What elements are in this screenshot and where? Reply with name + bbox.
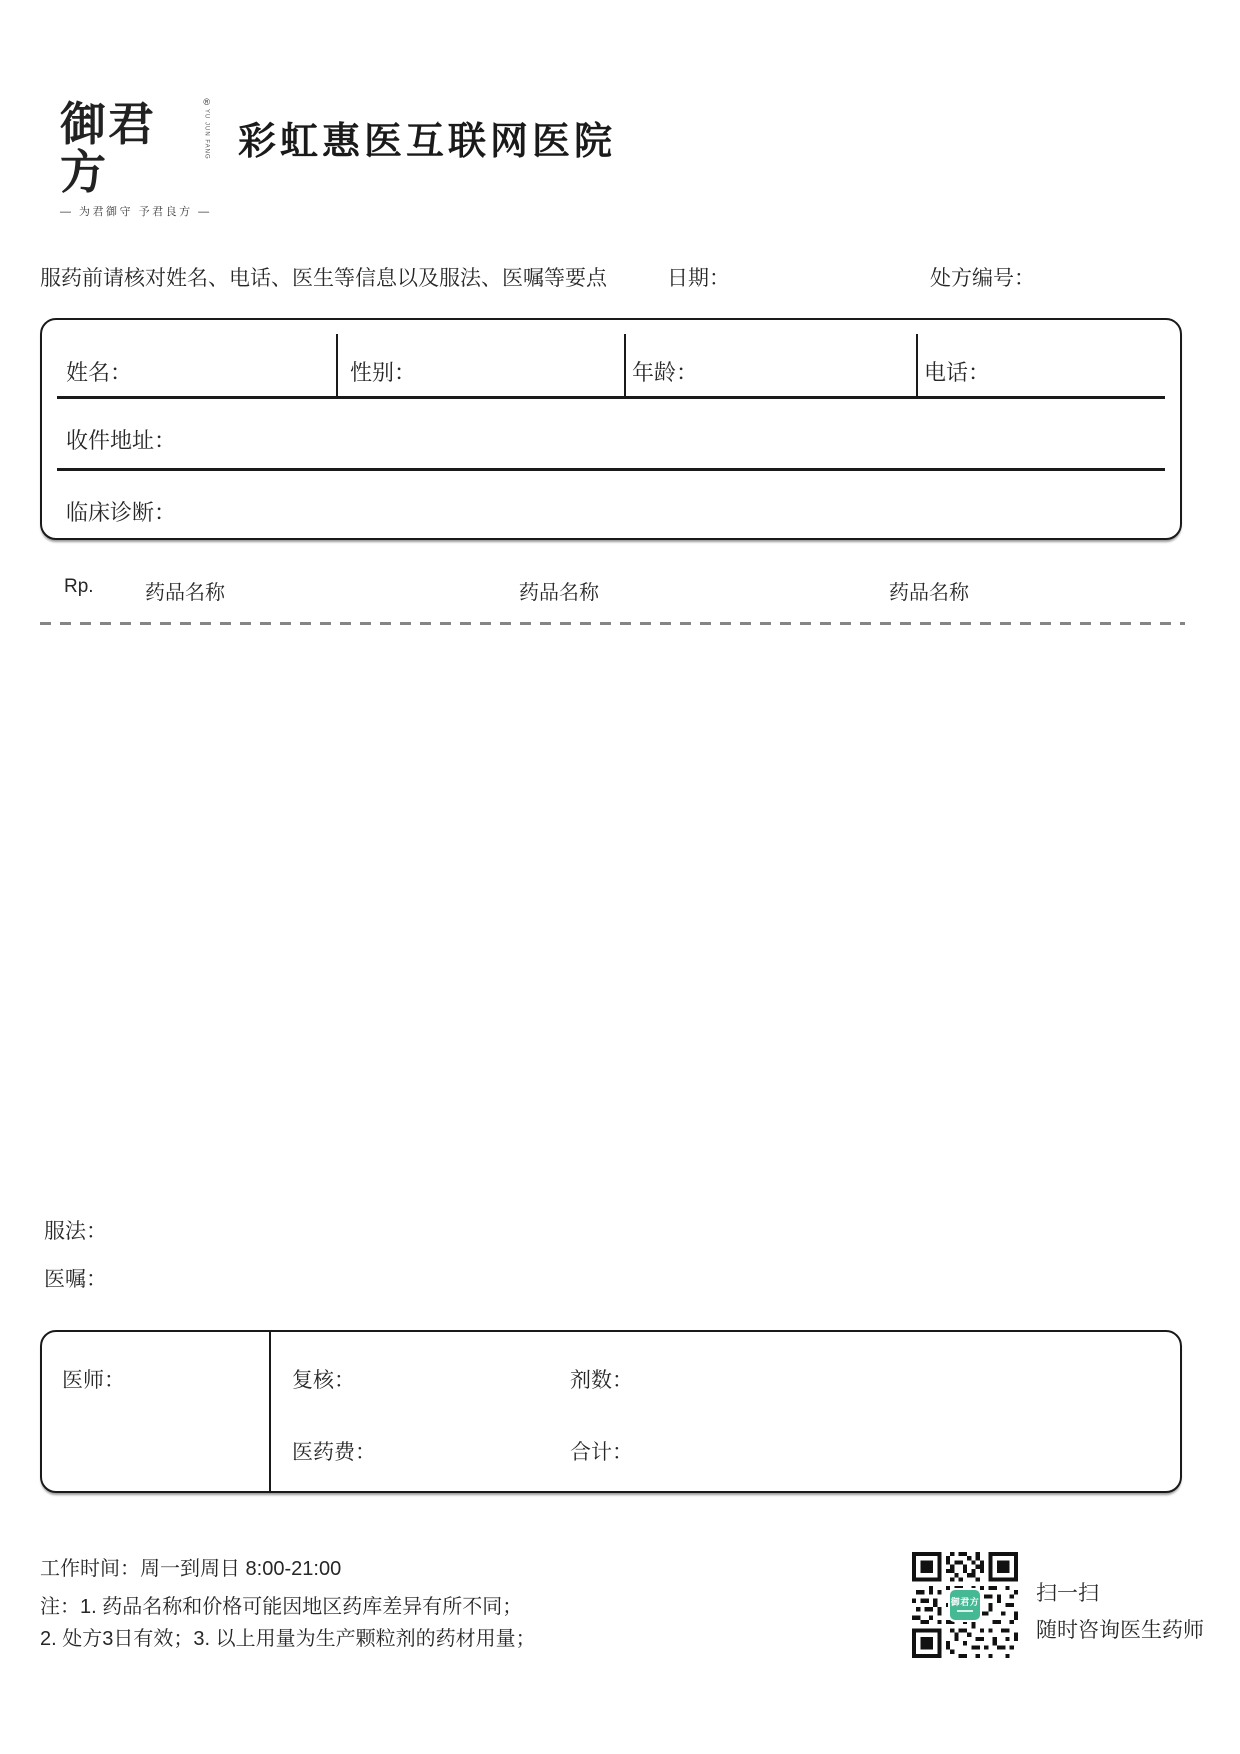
column-divider <box>269 1332 271 1491</box>
rx-number-label: 处方编号： <box>930 267 1035 290</box>
patient-name-label: 姓名： <box>66 360 133 385</box>
consult-hint-label: 随时咨询医生药师 <box>1036 1619 1204 1642</box>
doctor-advice-label: 医嘱： <box>44 1268 107 1291</box>
patient-phone-label: 电话： <box>924 360 991 385</box>
scan-hint-label: 扫一扫 <box>1036 1582 1099 1605</box>
qr-center-brand-text: 御君方 <box>950 1597 980 1608</box>
patient-gender-label: 性别： <box>350 360 417 385</box>
drug-name-column-header: 药品名称 <box>145 582 225 604</box>
patient-age-label: 年龄： <box>632 360 699 385</box>
qr-center-brand-underline <box>957 1610 973 1612</box>
row-divider <box>57 468 1165 471</box>
brand-logo <box>60 97 212 219</box>
registered-trademark-icon: ® <box>203 97 210 107</box>
column-divider <box>336 334 338 396</box>
patient-info-box <box>40 318 1182 540</box>
rp-header-row <box>0 576 1240 602</box>
drug-name-column-header: 药品名称 <box>519 582 599 604</box>
signoff-box <box>40 1330 1182 1493</box>
clinical-diagnosis-label: 临床诊断： <box>66 500 177 525</box>
review-label: 复核： <box>292 1369 355 1392</box>
doses-label: 剂数： <box>570 1369 633 1392</box>
qr-center-brand-badge <box>948 1588 982 1622</box>
qr-code <box>912 1552 1018 1658</box>
brand-logo-text: 御君方 <box>60 97 156 200</box>
doctor-label: 医师： <box>62 1369 125 1392</box>
usage-method-label: 服法： <box>44 1220 107 1243</box>
footer-note-line2: 2. 处方3日有效；3. 以上用量为生产颗粒剂的药材用量； <box>40 1628 536 1650</box>
column-divider <box>624 334 626 396</box>
drug-name-column-header: 药品名称 <box>889 582 969 604</box>
total-label: 合计： <box>570 1441 633 1464</box>
row-divider <box>57 396 1165 399</box>
hospital-name: 彩虹惠医互联网医院 <box>238 121 617 163</box>
dashed-separator <box>40 622 1185 625</box>
date-label: 日期： <box>667 267 730 290</box>
work-time-text: 工作时间：周一到周日 8:00-21:00 <box>40 1558 342 1580</box>
footer-note-line1: 注：1. 药品名称和价格可能因地区药库差异有所不同； <box>40 1596 523 1618</box>
check-info-hint: 服药前请核对姓名、电话、医生等信息以及服法、医嘱等要点 <box>40 267 607 290</box>
medical-fee-label: 医药费： <box>292 1441 376 1464</box>
brand-logo-pinyin: YU JUN FANG <box>203 109 210 160</box>
shipping-address-label: 收件地址： <box>66 428 177 453</box>
rp-label: Rp. <box>64 576 94 597</box>
notice-line <box>0 262 1240 288</box>
column-divider <box>916 334 918 396</box>
brand-tagline: — 为君御守 予君良方 — <box>60 205 212 218</box>
